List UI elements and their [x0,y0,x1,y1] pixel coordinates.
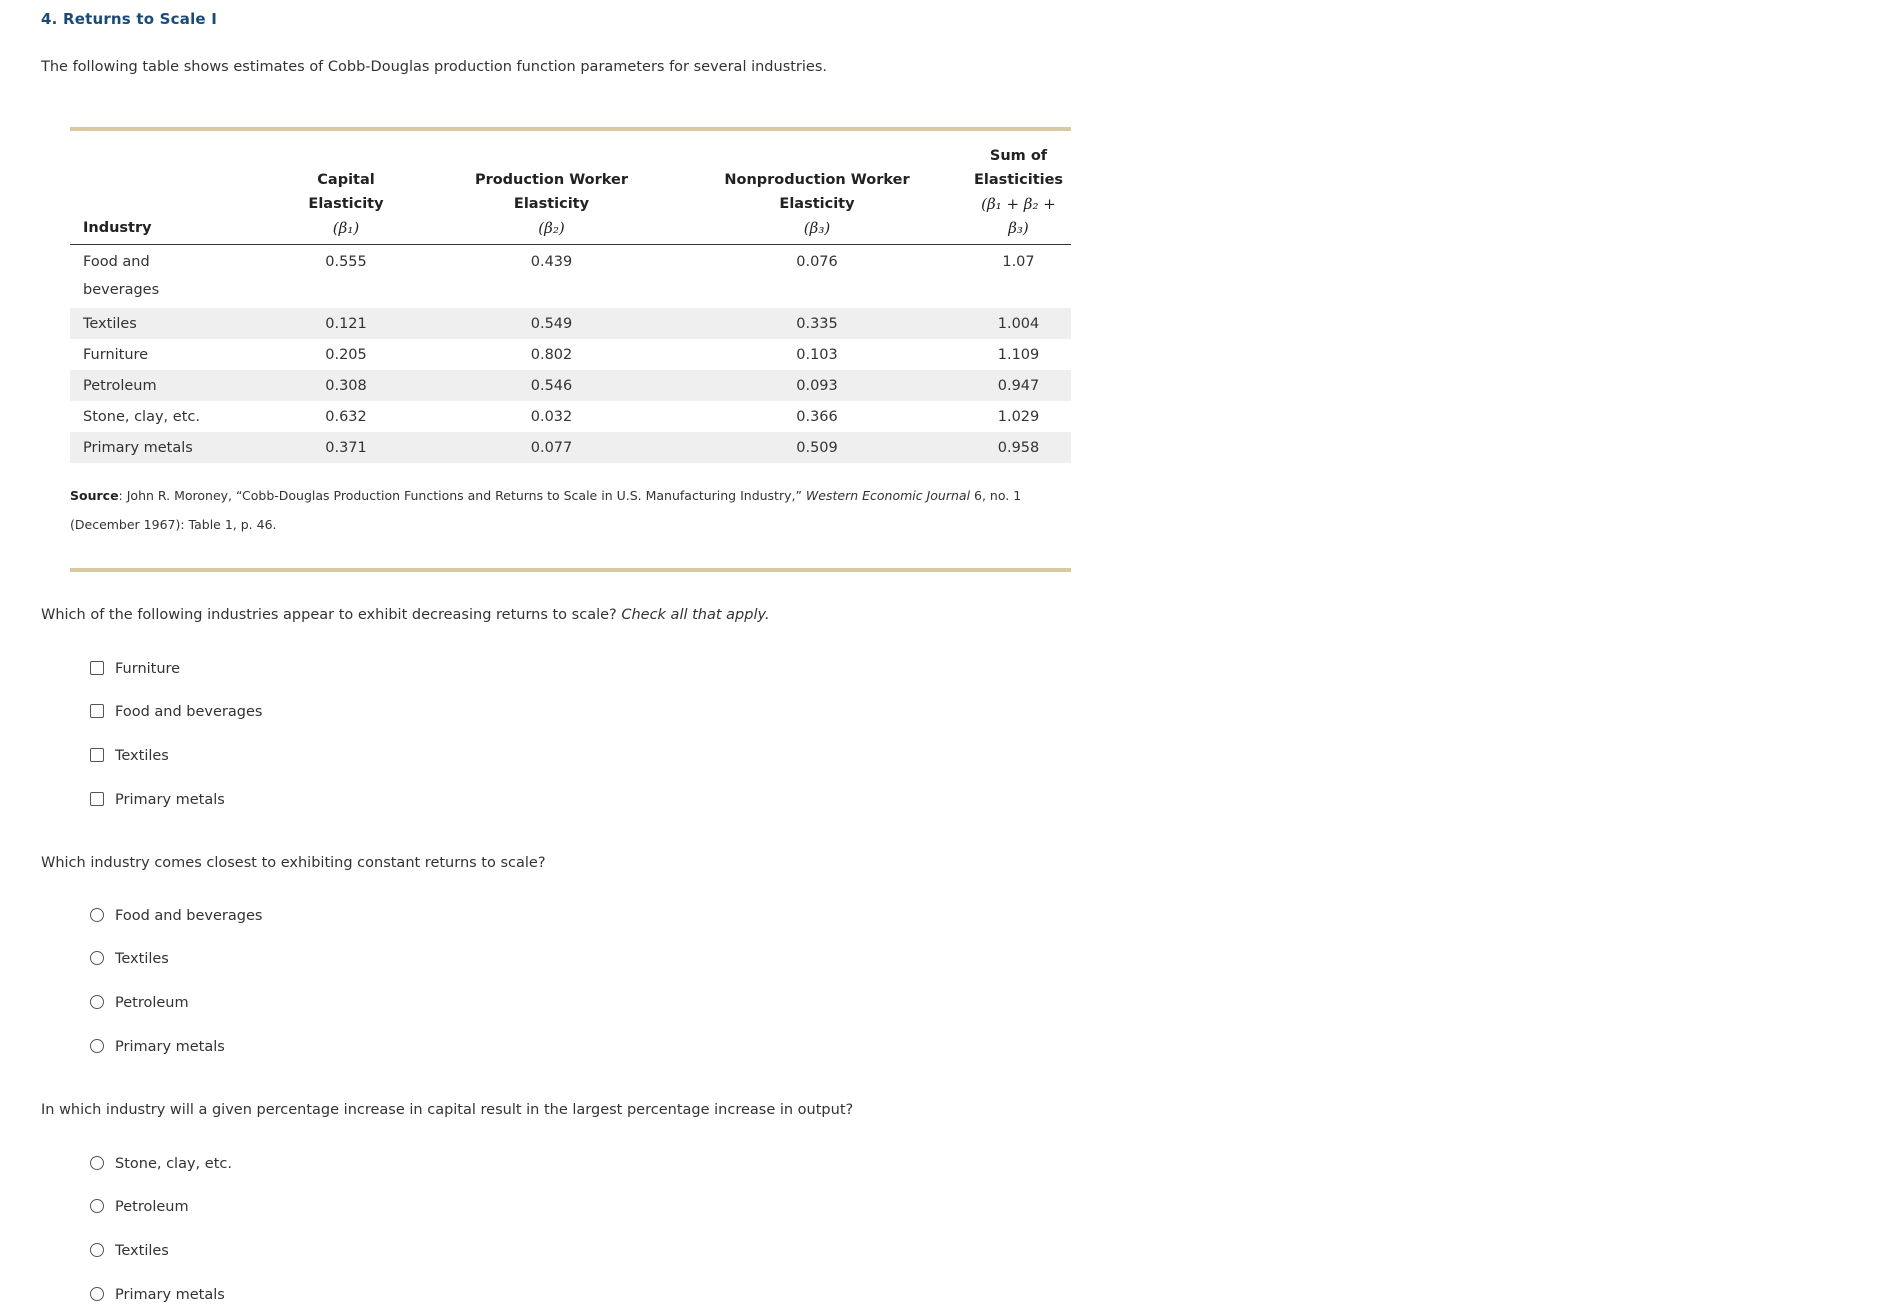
radio-button[interactable] [90,951,104,965]
option-label: Furniture [115,660,181,677]
cell-b2: 0.802 [530,346,573,363]
option-primary-metals[interactable] [90,1025,262,1069]
question-2-prompt [41,855,546,871]
elasticity-table-panel [70,127,1071,572]
option-primary-metals[interactable] [90,1273,232,1316]
source-label: Source [70,488,119,503]
cell-b2: 0.549 [435,308,668,339]
cell-b3: 0.509 [668,432,966,463]
cell-b3: 0.366 [796,408,838,425]
table-row [70,308,1071,339]
cell-b1: 0.121 [257,308,435,339]
option-label: Food and beverages [115,907,263,924]
question-3-text: In which industry will a given percentage increase in capital result in the largest percentage increase in output? [41,1102,854,1118]
question-1-instruction: Check all that apply. [621,607,770,623]
question-2-options [90,894,262,1068]
question-1-options [90,647,262,821]
checkbox[interactable] [90,748,104,762]
question-2-text: Which industry comes closest to exhibiting constant returns to scale? [41,855,546,871]
option-label: Primary metals [115,1286,225,1303]
checkbox[interactable] [90,661,104,675]
option-label: Petroleum [115,994,189,1011]
option-label: Textiles [115,1242,169,1259]
cell-b3: 0.335 [668,308,966,339]
cell-industry: Furniture [83,346,149,363]
header-symbol: (β₂) [538,219,565,237]
option-primary-metals[interactable] [90,778,262,822]
top-divider [70,127,1071,131]
radio-button[interactable] [90,1243,104,1257]
header-capital-elasticity [257,144,435,245]
radio-button[interactable] [90,1287,104,1301]
cell-b3: 0.076 [796,254,838,270]
bottom-divider [70,568,1071,572]
header-line: Elasticities [973,172,1064,188]
cell-b3: 0.093 [668,370,966,401]
header-line: Elasticity [779,196,855,212]
header-symbol: (β₁ + β₂ + β₃) [981,195,1056,237]
cell-sum: 1.07 [1002,254,1035,270]
header-production-worker-elasticity [435,144,668,245]
option-label: Food and beverages [115,704,263,721]
cell-industry: Textiles [70,308,257,339]
cell-b3: 0.103 [796,346,838,363]
question-title: 4. Returns to Scale I [41,10,217,28]
question-3-prompt [41,1102,853,1118]
table-source-note [70,481,1071,539]
header-industry-label: Industry [83,220,152,236]
elasticity-table [70,144,1071,463]
header-line: Capital [317,172,375,188]
header-symbol: (β₃) [803,219,831,237]
option-label: Petroleum [115,1199,189,1216]
source-journal: Western Economic Journal [805,488,971,503]
header-industry [70,144,257,245]
option-petroleum[interactable] [90,981,262,1025]
header-line: Sum of [989,148,1048,164]
option-label: Textiles [115,747,169,764]
header-sum-of-elasticities [966,144,1071,245]
header-line: Elasticity [308,196,384,212]
cell-industry: Primary metals [70,432,257,463]
option-label: Stone, clay, etc. [115,1155,232,1172]
option-textiles[interactable] [90,1229,232,1273]
table-row [70,339,1071,370]
table-row [70,401,1071,432]
radio-button[interactable] [90,1156,104,1170]
option-label: Primary metals [115,791,225,808]
option-textiles[interactable] [90,938,262,982]
cell-b1: 0.555 [325,254,367,270]
cell-b2: 0.439 [530,254,573,270]
radio-button[interactable] [90,1039,104,1053]
industry-name: Food and beverages [83,254,160,298]
table-row [70,370,1071,401]
header-line: Production Worker [474,172,629,188]
cell-industry [70,245,257,309]
cell-sum: 1.029 [997,408,1040,425]
header-symbol: (β₁) [332,219,360,237]
cell-b1: 0.308 [257,370,435,401]
cell-b2: 0.546 [435,370,668,401]
radio-button[interactable] [90,995,104,1009]
table-row [70,245,1071,309]
option-label: Primary metals [115,1038,225,1055]
option-food-and-beverages[interactable] [90,894,262,938]
cell-sum: 0.947 [966,370,1071,401]
table-header-row [70,144,1071,245]
source-text-before: : John R. Moroney, “Cobb-Douglas Production Functions and Returns to Scale in U.S. Manufacturing Industry,” [118,488,806,503]
intro-text: The following table shows estimates of Cobb-Douglas production function parameters for several industries. [41,59,828,75]
cell-b1: 0.205 [325,346,367,363]
cell-sum: 1.109 [997,346,1040,363]
cell-industry: Stone, clay, etc. [83,408,200,425]
question-3-options [90,1142,232,1316]
option-stone-clay-etc[interactable] [90,1142,232,1186]
cell-b2: 0.077 [435,432,668,463]
header-nonproduction-worker-elasticity [668,144,966,245]
checkbox[interactable] [90,704,104,718]
option-petroleum[interactable] [90,1186,232,1230]
header-line: Elasticity [513,196,590,212]
option-food-and-beverages[interactable] [90,691,262,735]
header-line: Nonproduction Worker [724,172,910,188]
question-1-prompt [41,607,770,623]
option-furniture[interactable] [90,647,262,691]
cell-sum: 1.004 [966,308,1071,339]
radio-button[interactable] [90,908,104,922]
table-row [70,432,1071,463]
option-label: Textiles [115,951,169,968]
cell-b1: 0.632 [325,408,367,425]
cell-b1: 0.371 [257,432,435,463]
cell-industry: Petroleum [70,370,257,401]
source-text-after: 6, no. 1 (December 1967): Table 1, p. 46. [70,488,1022,532]
radio-button[interactable] [90,1199,104,1213]
option-textiles[interactable] [90,734,262,778]
checkbox[interactable] [90,792,104,806]
cell-b2: 0.032 [530,408,573,425]
cell-sum: 0.958 [966,432,1071,463]
question-1-text: Which of the following industries appear to exhibit decreasing returns to scale? [41,607,622,623]
